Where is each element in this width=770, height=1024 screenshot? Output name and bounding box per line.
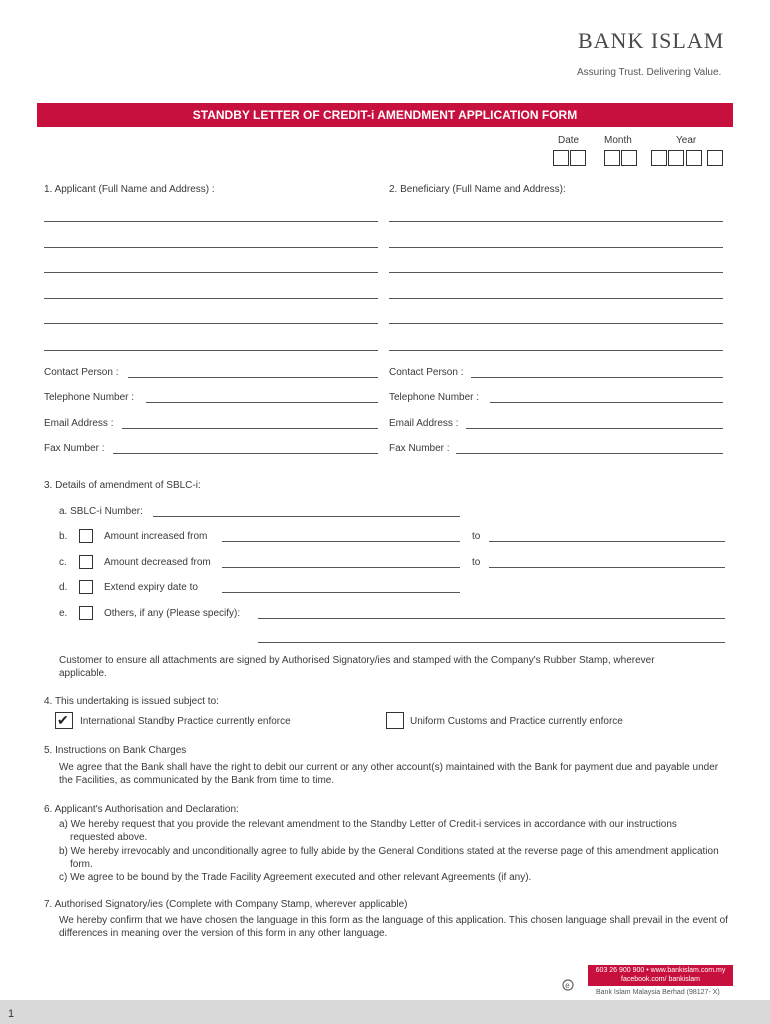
month-digit-1[interactable]: [604, 150, 620, 166]
year-digit-1[interactable]: [651, 150, 667, 166]
year-digit-4[interactable]: [707, 150, 723, 166]
others-label: Others, if any (Please specify):: [104, 608, 241, 619]
isp-label: International Standby Practice currently enforce: [80, 716, 291, 727]
beneficiary-telephone-label: Telephone Number :: [389, 392, 480, 403]
beneficiary-address-line-2[interactable]: [389, 247, 723, 248]
applicant-address-line-3[interactable]: [44, 272, 378, 273]
month-digit-2[interactable]: [621, 150, 637, 166]
beneficiary-label: 2. Beneficiary (Full Name and Address):: [389, 184, 566, 195]
bank-logo: [578, 28, 738, 58]
section6-item-b: b) We hereby irrevocably and unconditionally agree to fully abide by the General Conditions stated at the reverse page of this amendment application form.: [59, 846, 719, 870]
applicant-contact-person-field[interactable]: [128, 377, 378, 378]
others-field-line-2[interactable]: [258, 642, 725, 643]
date-digit-1[interactable]: [553, 150, 569, 166]
section6-item-a: a) We hereby request that you provide the relevant amendment to the Standby Letter of Credit-i services in accordance with our instructions requested above.: [59, 819, 677, 843]
amount-increased-to-label: to: [472, 531, 481, 542]
section4-heading: 4. This undertaking is issued subject to:: [44, 696, 219, 707]
applicant-telephone-field[interactable]: [146, 402, 378, 403]
section5-text: We agree that the Bank shall have the right to debit our current or any other account(s) maintained with the Bank for payment due and payable under the Facilities, as communicated by the Bank from time to time.: [59, 762, 719, 786]
month-label: Month: [604, 135, 632, 146]
applicant-address-line-4[interactable]: [44, 298, 378, 299]
beneficiary-contact-person-field[interactable]: [471, 377, 723, 378]
amount-decreased-label: Amount decreased from: [104, 557, 211, 568]
others-field-line-1[interactable]: [258, 618, 725, 619]
beneficiary-address-line-5[interactable]: [389, 323, 723, 324]
footer-contact-line-1: 603 26 900 900 • www.bankislam.com.my: [595, 967, 726, 974]
applicant-address-line-1[interactable]: [44, 221, 378, 222]
extend-expiry-field[interactable]: [222, 592, 460, 593]
extend-expiry-label: Extend expiry date to: [104, 582, 198, 593]
applicant-telephone-label: Telephone Number :: [44, 392, 135, 403]
amount-decreased-checkbox[interactable]: [79, 555, 93, 569]
beneficiary-address-line-1[interactable]: [389, 221, 723, 222]
applicant-address-line-6[interactable]: [44, 350, 378, 351]
amount-increased-from-field[interactable]: [222, 541, 460, 542]
e-bank-icon: [562, 979, 574, 991]
year-digit-2[interactable]: [668, 150, 684, 166]
section6-heading: 6. Applicant's Authorisation and Declaration:: [44, 804, 239, 815]
amount-decreased-to-label: to: [472, 557, 481, 568]
applicant-contact-person-label: Contact Person :: [44, 367, 119, 378]
beneficiary-telephone-field[interactable]: [490, 402, 723, 403]
beneficiary-fax-label: Fax Number :: [389, 443, 450, 454]
form-title: STANDBY LETTER OF CREDIT-i AMENDMENT APPLICATION FORM: [192, 108, 578, 122]
amount-increased-to-field[interactable]: [489, 541, 725, 542]
beneficiary-email-field[interactable]: [466, 428, 723, 429]
date-label: Date: [558, 135, 580, 146]
beneficiary-email-label: Email Address :: [389, 418, 459, 429]
sblc-number-field[interactable]: [153, 516, 460, 517]
applicant-address-line-5[interactable]: [44, 323, 378, 324]
item-b-letter: b.: [59, 531, 68, 542]
section5-heading: 5. Instructions on Bank Charges: [44, 745, 187, 756]
item-d-letter: d.: [59, 582, 68, 593]
applicant-fax-field[interactable]: [113, 453, 378, 454]
amount-increased-checkbox[interactable]: [79, 529, 93, 543]
amount-increased-label: Amount increased from: [104, 531, 208, 542]
logo-text: BANK ISLAM: [578, 28, 725, 53]
section3-heading: 3. Details of amendment of SBLC-i:: [44, 480, 201, 491]
item-c-letter: c.: [59, 557, 67, 568]
applicant-label: 1. Applicant (Full Name and Address) :: [44, 184, 215, 195]
ucp-label: Uniform Customs and Practice currently enforce: [410, 716, 623, 727]
ucp-checkbox[interactable]: [386, 712, 404, 729]
isp-check-icon: ✔: [57, 712, 69, 728]
section7-heading: 7. Authorised Signatory/ies (Complete with Company Stamp, wherever applicable): [44, 899, 408, 910]
page-number: 1: [8, 1008, 15, 1020]
year-label: Year: [676, 135, 697, 146]
beneficiary-address-line-4[interactable]: [389, 298, 723, 299]
beneficiary-contact-person-label: Contact Person :: [389, 367, 464, 378]
beneficiary-address-line-6[interactable]: [389, 350, 723, 351]
beneficiary-fax-field[interactable]: [456, 453, 723, 454]
others-checkbox[interactable]: [79, 606, 93, 620]
beneficiary-address-line-3[interactable]: [389, 272, 723, 273]
date-digit-2[interactable]: [570, 150, 586, 166]
extend-expiry-checkbox[interactable]: [79, 580, 93, 594]
amount-decreased-from-field[interactable]: [222, 567, 460, 568]
attachments-note: Customer to ensure all attachments are signed by Authorised Signatory/ies and stamped with the Company's Rubber Stamp, wherever applicable.: [59, 655, 655, 679]
section6-item-c: c) We agree to be bound by the Trade Facility Agreement executed and other relevant Agreements (if any).: [59, 872, 532, 883]
sblc-number-label: a. SBLC-i Number:: [59, 506, 143, 517]
applicant-fax-label: Fax Number :: [44, 443, 105, 454]
item-e-letter: e.: [59, 608, 68, 619]
page-footer-band: [0, 1000, 770, 1024]
svg-text:e: e: [565, 981, 570, 990]
applicant-email-label: Email Address :: [44, 418, 114, 429]
amount-decreased-to-field[interactable]: [489, 567, 725, 568]
section7-text: We hereby confirm that we have chosen the language in this form as the language of this application. This chosen language shall prevail in the event of differences in meaning over the version of this form in any other language.: [59, 915, 728, 939]
year-digit-3[interactable]: [686, 150, 702, 166]
footer-contact-line-2: facebook.com/ bankislam: [621, 976, 700, 983]
footer-company: Bank Islam Malaysia Berhad (98127- X): [596, 989, 720, 996]
footer-contact-box: [588, 965, 733, 986]
tagline: Assuring Trust. Delivering Value.: [577, 67, 722, 78]
applicant-email-field[interactable]: [122, 428, 378, 429]
applicant-address-line-2[interactable]: [44, 247, 378, 248]
